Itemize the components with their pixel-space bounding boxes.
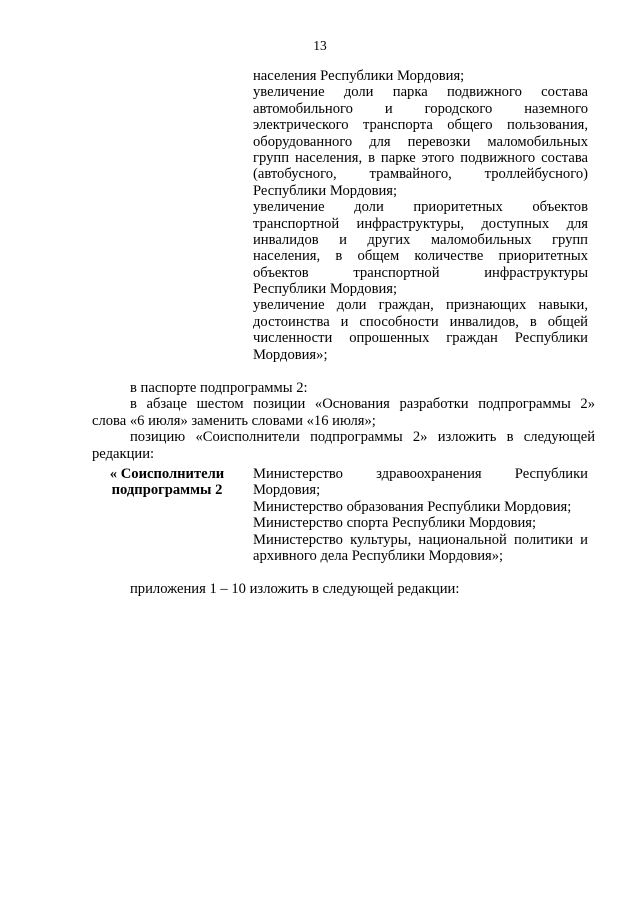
list-line: оборудованного для перевозки маломобильных [253,133,588,150]
table-value-line: Министерство спорта Республики Мордовия; [253,515,537,532]
paragraph-line: в абзаце шестом позиции «Основания разработки подпрограммы 2» [130,396,595,413]
table-row [82,466,592,564]
list-line: увеличение доли граждан, признающих навыки, [253,297,588,314]
list-line: транспортной инфраструктуры, доступных для [253,215,588,232]
paragraph-line: редакции: [92,445,155,462]
table-label-cell [82,466,252,564]
list-line: объектов транспортной инфраструктуры [253,264,588,281]
table-value-cell [253,466,588,564]
table-value-line: архивного дела Республики Мордовия»; [253,547,504,564]
list-line: групп населения, в парке этого подвижного состава [253,149,588,166]
page-number: 13 [313,38,327,53]
list-line: численности опрошенных граждан Республики [253,330,588,347]
list-line: населения, в общем количестве приоритетных [253,248,588,265]
list-line: электрического транспорта общего пользования, [253,117,588,134]
list-line: (автобусного, трамвайного, троллейбусного) [253,166,588,183]
list-line: достоинства и способности инвалидов, в общей [253,313,588,330]
list-line: Мордовия»; [253,346,328,363]
list-line: Республики Мордовия; [253,182,398,199]
passport-table [82,466,592,564]
list-line: инвалидов и других маломобильных групп [253,231,588,248]
table-label-line: « Соисполнители [109,466,225,482]
list-line: увеличение доли парка подвижного состава [253,84,588,101]
paragraph-line: слова «6 июля» заменить словами «16 июля»; [92,412,376,429]
list-line: автомобильного и городского наземного [253,100,588,117]
table-label-line: подпрограммы 2 [111,482,223,499]
list-line: населения Республики Мордовия; [253,68,465,84]
closing-paragraph: приложения 1 – 10 изложить в следующей редакции: [130,581,460,597]
table-value-line: Министерство культуры, национальной политики и [253,531,588,548]
table-value-line: Министерство здравоохранения Республики [253,466,588,482]
body-paragraphs [92,380,595,462]
paragraph-line: в паспорте подпрограммы 2: [130,380,308,396]
list-line: увеличение доли приоритетных объектов [253,199,588,216]
continued-list [253,68,588,363]
list-line: Республики Мордовия; [253,281,398,298]
paragraph-line: позицию «Соисполнители подпрограммы 2» изложить в следующей [130,429,595,446]
table-value-line: Мордовия; [253,482,321,499]
table-value-line: Министерство образования Республики Мордовия; [253,498,572,515]
